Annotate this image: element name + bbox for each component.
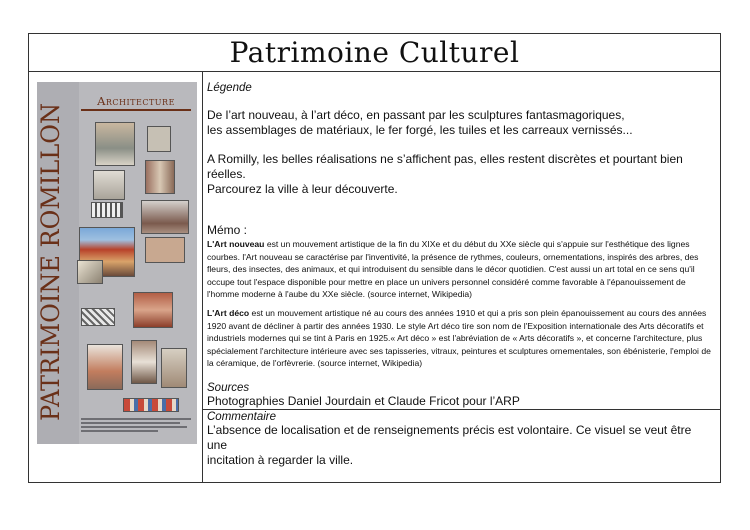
memo-art-deco-term: L'Art déco: [207, 307, 250, 318]
document-sheet: [28, 33, 721, 483]
commentaire-label: Commentaire: [207, 411, 277, 423]
poster-photo-tower: [87, 344, 123, 390]
poster-photo-grille: [91, 202, 123, 218]
poster-photo-frieze: [123, 398, 179, 412]
poster-photo-brick-window: [133, 292, 173, 328]
poster-photo-tile: [147, 126, 171, 152]
legend-paragraph-1-line-2: les assemblages de matériaux, le fer forgé, les tuiles et les carreaux vernissés...: [207, 123, 633, 137]
poster-photo-door: [131, 340, 157, 384]
page-title: Patrimoine Culturel: [229, 36, 520, 69]
commentaire-cell: [203, 410, 720, 482]
poster-photo-house: [161, 348, 187, 388]
poster-photo-arch-window: [95, 122, 135, 166]
memo-art-deco-text: est un mouvement artistique né au cours des années 1910 et qui a pris son plein épanouissement au cours des années 1920 avant de décliner à partir des années 1930. Le style Art déco tire son nom de l'Exposition internationale des Arts décoratifs et industriels modernes qui se tint à Paris en 1925.« Art déco » est l'abréviation de « Arts décoratifs », et concerne l'architecture, plus spécialement l'architecture intérieure avec ses tapisseries, vitraux, peintures et sculptures ornementales, son ébénisterie, l'emploi de la céramique, de l'orfèvrerie. (source internet, Wikipedia): [207, 307, 711, 369]
poster-photo-facade: [93, 170, 125, 200]
poster-cell: [29, 72, 203, 482]
memo-art-nouveau: [207, 238, 714, 301]
poster-credits-text: [81, 418, 191, 436]
poster-photo-column: [145, 160, 175, 194]
memo-art-nouveau-text: est un mouvement artistique de la fin du XIXe et du début du XXe siècle qui s'appuie sur l'esthétique des lignes courbes. l'Art nouveau se caractérise par l'inventivité, la présence de rythmes, couleurs, ornementations, inspirés des arbres, des fleurs, des insectes, des animaux, et qui introduisent du sensible dans le décor quotidien. C'est aussi un art total en ce sens qu'il occupe tout l'espace disponible pour mettre en place un univers personnel considéré comme favorable à l'épanouissement de l'homme moderne à l'aube du XXe siècle. (source internet, Wikipedia): [207, 239, 699, 300]
poster-photo-balcony: [141, 200, 189, 234]
legend-paragraph-2-line-1: A Romilly, les belles réalisations ne s’affichent pas, elles restent discrètes et pourtant bien réelles.: [207, 152, 683, 181]
architecture-poster-image: [37, 82, 197, 444]
legend-paragraph-2-line-2: Parcourez la ville à leur découverte.: [207, 182, 398, 196]
sources-text: Photographies Daniel Jourdain et Claude Fricot pour l’ARP: [207, 393, 520, 408]
legend-label: Légende: [207, 82, 252, 94]
poster-vertical-title-text: PATRIMOINE ROMILLON: [36, 90, 65, 421]
sources-label: Sources: [207, 381, 250, 394]
memo-art-nouveau-term: L'Art nouveau: [207, 239, 265, 249]
legend-cell: [203, 72, 720, 410]
poster-divider: [81, 109, 191, 111]
commentaire-line-1: L’absence de localisation et de renseignements précis est volontaire. Ce visuel se veut être une: [207, 423, 692, 452]
poster-photo-ironwork: [81, 308, 115, 326]
legend-paragraph-1-line-1: De l’art nouveau, à l’art déco, en passant par les sculptures fantasmagoriques,: [207, 108, 625, 122]
title-row: [29, 34, 720, 72]
poster-heading: Architecture: [97, 94, 175, 108]
commentaire-line-2: incitation à regarder la ville.: [207, 453, 354, 467]
memo-label: Mémo :: [207, 223, 248, 237]
text-column: [203, 72, 720, 482]
memo-art-deco: [207, 307, 714, 370]
poster-photo-balustrade: [145, 237, 185, 263]
poster-photo-ornament: [77, 260, 103, 284]
poster-vertical-title: [36, 90, 65, 426]
